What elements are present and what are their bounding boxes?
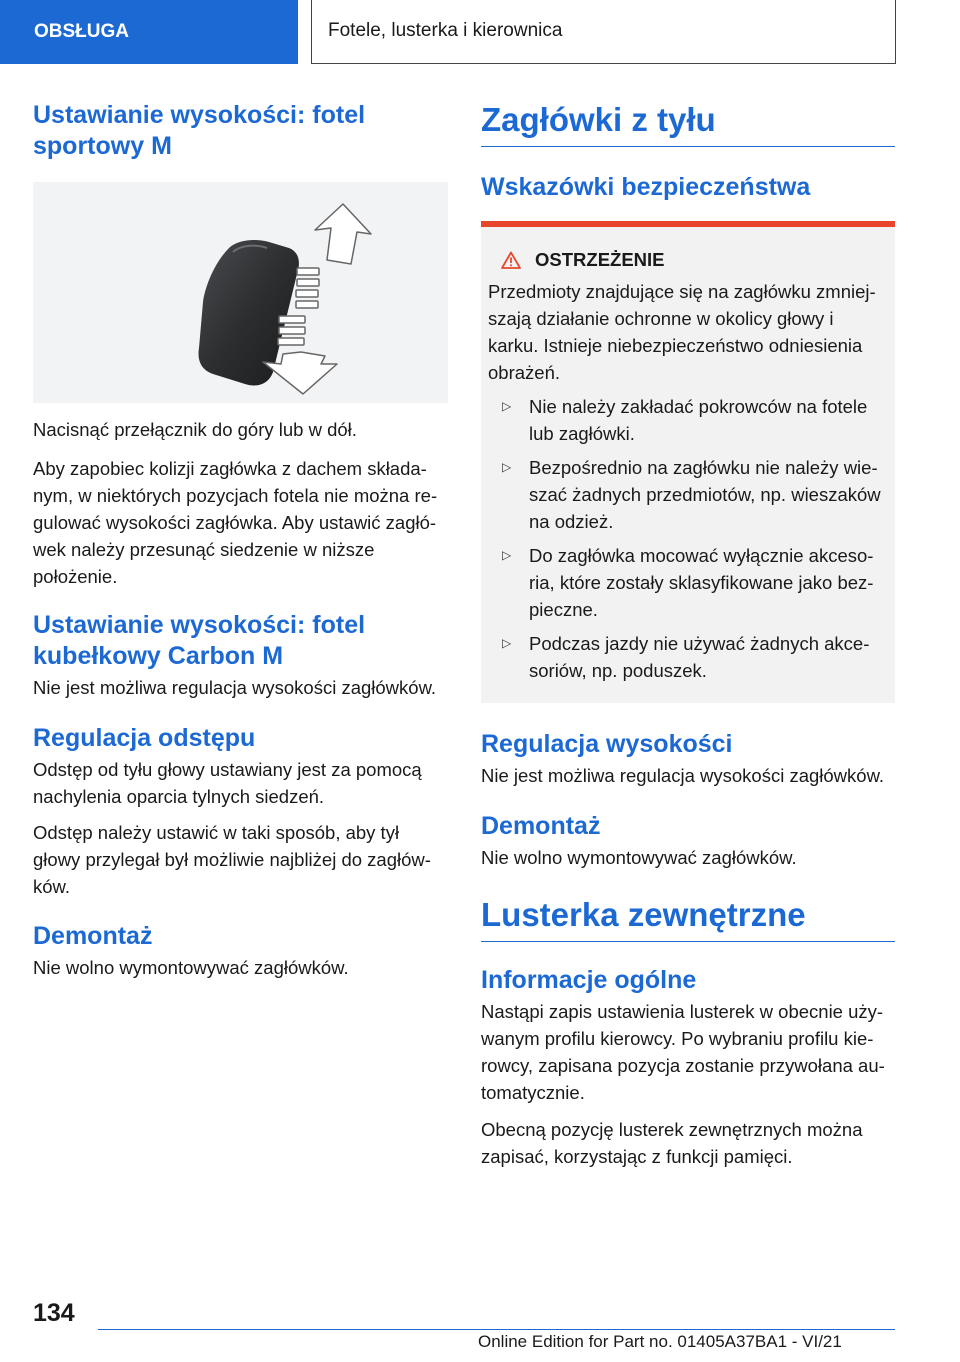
warning-triangle-icon xyxy=(501,251,521,269)
heading-exterior-mirrors: Lusterka zewnętrzne xyxy=(481,895,895,942)
headrest-switch-figure xyxy=(33,182,448,403)
heading-height-sport-seat: Ustawianie wysokości: fotel sportowy M xyxy=(33,101,366,160)
heading-height-bucket-seat: Ustawianie wysokości: fotel kubełkowy Carbon M xyxy=(33,611,366,670)
bucket-no-height: Nie jest możliwa regulacja wysokości zagłówków. xyxy=(33,677,437,698)
chapter-title: Fotele, lusterka i kierownica xyxy=(311,0,896,64)
list-item: ▷ Nie należy zakładać pokrowców na fotele lub zagłówki. xyxy=(488,393,888,447)
heading-general-info: Informacje ogólne xyxy=(481,966,697,994)
heading-rear-headrests: Zagłówki z tyłu xyxy=(481,100,895,147)
headrest-switch-illustration xyxy=(33,182,448,403)
triangle-bullet-icon: ▷ xyxy=(502,399,512,413)
general-text-1: Nastąpi zapis ustawienia lusterek w obecnie używanym profilu kierowcy. Po wybraniu profilu kierowcy, zapisana pozycja zostanie przywołana automatycznie. xyxy=(481,1001,885,1103)
heading-distance-adjust: Regulacja odstępu xyxy=(33,724,256,752)
general-text-2: Obecną pozycję lusterek zewnętrznych można zapisać, korzystając z funkcji pamięci. xyxy=(481,1119,863,1167)
warning-text: Przedmioty znajdujące się na zagłówku zmniejszają działanie ochronne w okolicy głowy i karku. Istnieje niebezpieczeństwo odniesienia obrażeń. xyxy=(488,281,876,383)
collision-note: Aby zapobiec kolizji zagłówka z dachem składanym, w niektórych pozycjach fotela nie można regulować wysokości zagłówka. Aby ustawić zagłówek należy przesunąć siedzenie w niższe położenie. xyxy=(33,458,438,587)
removal-text-right: Nie wolno wymontowywać zagłówków. xyxy=(481,847,797,868)
warning-heading xyxy=(501,247,888,273)
triangle-bullet-icon: ▷ xyxy=(502,460,512,474)
heading-removal-left: Demontaż xyxy=(33,922,153,950)
triangle-bullet-icon: ▷ xyxy=(502,548,512,562)
right-column xyxy=(481,100,895,1170)
page-header xyxy=(0,0,960,66)
press-instruction: Nacisnąć przełącznik do góry lub w dół. xyxy=(33,419,357,440)
page-number: 134 xyxy=(33,1299,75,1327)
warning-box xyxy=(481,221,895,703)
heading-removal-right: Demontaż xyxy=(481,812,601,840)
heading-safety: Wskazówki bezpieczeństwa xyxy=(481,173,811,201)
section-tab: OBSŁUGA xyxy=(0,0,298,64)
warning-bullet-list xyxy=(488,393,888,684)
footer-divider xyxy=(98,1329,895,1330)
distance-text-2: Odstęp należy ustawić w taki sposób, aby tył głowy przylegał był możliwie najbliżej do zagłówków. xyxy=(33,822,431,897)
heading-height-adjust: Regulacja wysokości xyxy=(481,730,733,758)
rear-no-height: Nie jest możliwa regulacja wysokości zagłówków. xyxy=(481,765,885,786)
list-item: ▷ Bezpośrednio na zagłówku nie należy wieszać żadnych przedmiotów, np. wieszaków na odzież. xyxy=(488,454,888,535)
warning-title: OSTRZEŻENIE xyxy=(535,249,665,270)
edition-note: Online Edition for Part no. 01405A37BA1 - VI/21 xyxy=(478,1332,842,1351)
left-column xyxy=(33,100,448,981)
list-item: ▷ Podczas jazdy nie używać żadnych akcesoriów, np. poduszek. xyxy=(488,630,888,684)
list-item: ▷ Do zagłówka mocować wyłącznie akcesoria, które zostały sklasyfikowane jako bezpieczne. xyxy=(488,542,888,623)
removal-text-left: Nie wolno wymontowywać zagłówków. xyxy=(33,957,349,978)
triangle-bullet-icon: ▷ xyxy=(502,636,512,650)
distance-text-1: Odstęp od tyłu głowy ustawiany jest za pomocą nachylenia oparcia tylnych siedzeń. xyxy=(33,759,422,807)
